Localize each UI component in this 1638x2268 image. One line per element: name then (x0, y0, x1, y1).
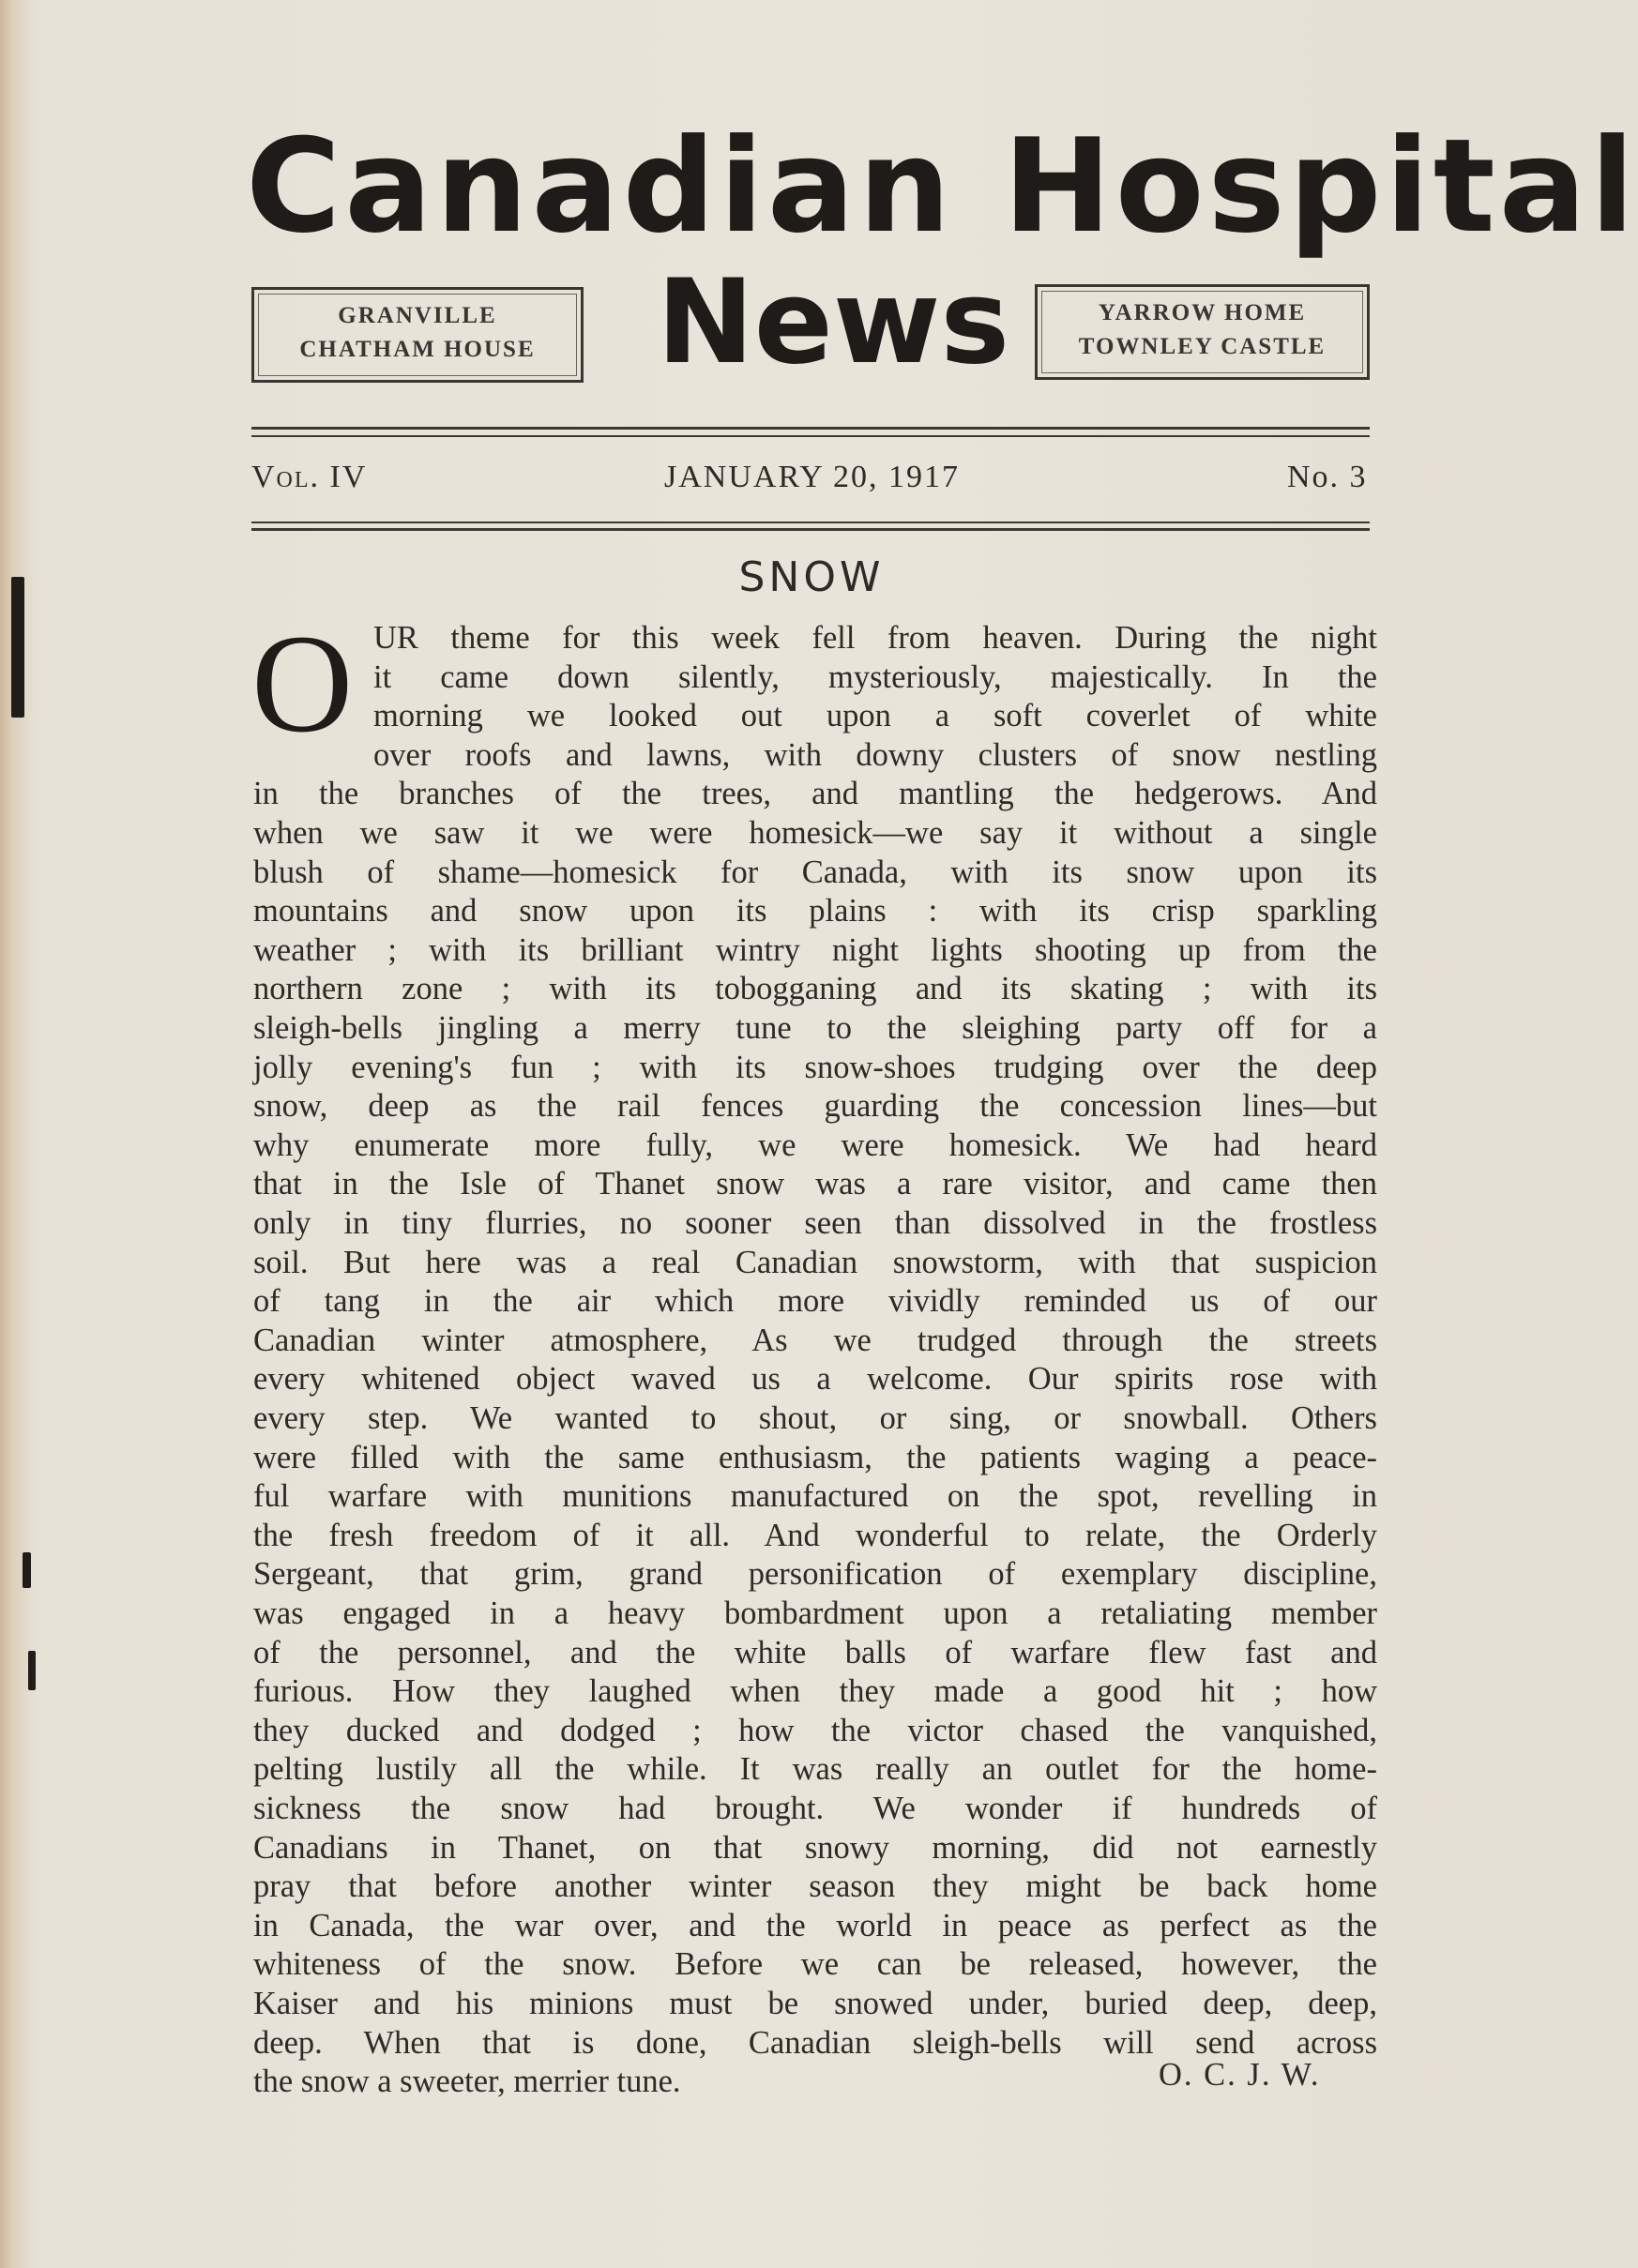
drop-cap: O (251, 606, 354, 762)
article-line: jolly evening's fun ; with its snow-shoes trudging over the deep (253, 1049, 1377, 1085)
article-line: mountains and snow upon its plains : with its crisp sparkling (253, 893, 1377, 930)
article-line: every step. We wanted to shout, or sing, or snowball. Others (253, 1400, 1377, 1436)
article-line: Canadian winter atmosphere, As we trudged through the streets (253, 1322, 1377, 1358)
article-line: sleigh-bells jingling a merry tune to the sleighing party off for a (253, 1010, 1377, 1046)
article-line: it came down silently, mysteriously, majestically. In the (373, 658, 1377, 695)
article-line: in Canada, the war over, and the world in peace as perfect as the (253, 1907, 1377, 1943)
article-line: were filled with the same enthusiasm, the patients waging a peace- (253, 1439, 1377, 1475)
article-line: northern zone ; with its tobogganing and its skating ; with its (253, 971, 1377, 1007)
article-line: Canadians in Thanet, on that snowy morning, did not earnestly (253, 1829, 1377, 1866)
right-location-box (1035, 284, 1370, 380)
signature: O. C. J. W. (1159, 2057, 1321, 2093)
article-line: weather ; with its brilliant wintry night lights shooting up from the (253, 931, 1377, 968)
article-line: morning we looked out upon a soft coverlet of white (373, 698, 1377, 734)
article-line: furious. How they laughed when they made a good hit ; how (253, 1673, 1377, 1710)
article-line: only in tiny flurries, no sooner seen than dissolved in the frostless (253, 1205, 1377, 1241)
article-line: of tang in the air which more vividly reminded us of our (253, 1283, 1377, 1320)
volume-label: Vol. IV (251, 460, 368, 494)
article-line: UR theme for this week fell from heaven. During the night (373, 620, 1377, 656)
article-line: sickness the snow had brought. We wonder if hundreds of (253, 1791, 1377, 1826)
article-line: whiteness of the snow. Before we can be released, however, the (253, 1946, 1377, 1983)
article-line: ful warfare with munitions manufactured on the spot, revelling in (253, 1478, 1377, 1515)
article-line: pelting lustily all the while. It was really an outlet for the home- (253, 1751, 1377, 1788)
binding-mark (28, 1651, 36, 1690)
article-line: snow, deep as the rail fences guarding the concession lines—but (253, 1088, 1377, 1125)
article-line: Kaiser and his minions must be snowed under, buried deep, deep, (253, 1986, 1377, 2021)
article-line: over roofs and lawns, with downy clusters of snow nestling (373, 736, 1377, 773)
article-line: when we saw it we were homesick—we say it without a single (253, 815, 1377, 851)
article-line: in the branches of the trees, and mantling the hedgerows. And (253, 776, 1377, 812)
article-heading: SNOW (738, 553, 885, 601)
location-chatham-house: CHATHAM HOUSE (299, 337, 536, 362)
article-line: why enumerate more fully, we were homesick. We had heard (253, 1126, 1377, 1163)
masthead-title: Canadian Hospital (246, 111, 1638, 262)
date-rule (251, 528, 1370, 531)
date-rule (251, 522, 1370, 523)
article-line: of the personnel, and the white balls of warfare flew fast and (253, 1634, 1377, 1671)
left-location-box (251, 287, 584, 383)
article-line: that in the Isle of Thanet snow was a rare visitor, and came then (253, 1166, 1377, 1202)
article-line: the snow a sweeter, merrier tune. (253, 2064, 681, 2100)
binding-mark (23, 1552, 31, 1588)
location-townley-castle: TOWNLEY CASTLE (1078, 334, 1327, 359)
location-yarrow-home: YARROW HOME (1098, 300, 1307, 325)
masthead-rule (251, 427, 1370, 430)
article-line: they ducked and dodged ; how the victor chased the vanquished, (253, 1712, 1377, 1748)
article-line: pray that before another winter season they might be back home (253, 1868, 1377, 1905)
location-granville: GRANVILLE (338, 303, 497, 328)
article-line: was engaged in a heavy bombardment upon a retaliating member (253, 1595, 1377, 1631)
issue-date: JANUARY 20, 1917 (664, 460, 961, 494)
article-line: the fresh freedom of it all. And wonderful to relate, the Orderly (253, 1517, 1377, 1553)
article-line: deep. When that is done, Canadian sleigh-bells will send across (253, 2024, 1377, 2061)
masthead-news: News (657, 255, 1010, 390)
article-line: Sergeant, that grim, grand personification of exemplary discipline, (253, 1556, 1377, 1593)
masthead-rule (251, 435, 1370, 437)
article-line: soil. But here was a real Canadian snowstorm, with that suspicion (253, 1244, 1377, 1280)
article-line: blush of shame—homesick for Canada, with its snow upon its (253, 854, 1377, 890)
article-line: every whitened object waved us a welcome. Our spirits rose with (253, 1361, 1377, 1398)
issue-number: No. 3 (1287, 460, 1368, 494)
